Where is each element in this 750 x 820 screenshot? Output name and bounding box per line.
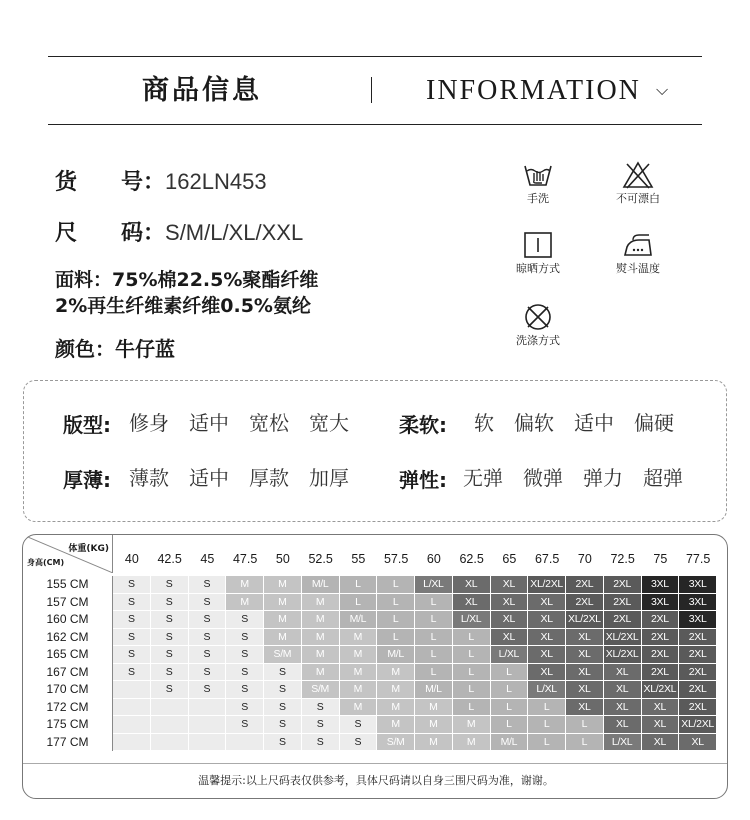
- care-no-dry-clean: [498, 302, 578, 348]
- size-cell: 2XL: [604, 594, 642, 612]
- size-cell: S: [189, 594, 227, 612]
- size-row: [23, 734, 717, 752]
- height-label: 177 CM: [23, 734, 113, 752]
- care-label-no-bleach: 不可漂白: [616, 192, 660, 205]
- weight-header: 65: [502, 552, 517, 566]
- size-cell: S: [302, 734, 340, 752]
- weight-header: 72.5: [610, 552, 635, 566]
- size-cell: L: [340, 576, 378, 594]
- height-label: 155 CM: [23, 576, 113, 594]
- attribute-fit: [63, 408, 369, 438]
- height-label: 157 CM: [23, 594, 113, 612]
- attribute-option-selected: 适中: [189, 408, 229, 438]
- care-label-no-dry-clean: 洗涤方式: [516, 334, 560, 347]
- size-cell: S: [226, 611, 264, 629]
- title-chinese: 商品信息: [142, 75, 262, 106]
- size-cell: S: [151, 594, 189, 612]
- attribute-option: 厚款: [249, 466, 289, 490]
- attributes-panel: [23, 380, 727, 522]
- title-english: INFORMATION: [426, 75, 641, 106]
- note-divider: [23, 763, 728, 764]
- size-cell: S: [226, 664, 264, 682]
- size-cell: S: [113, 594, 151, 612]
- size-cell: XL: [453, 594, 491, 612]
- weight-header: 47.5: [232, 552, 258, 566]
- weight-header: 55: [351, 552, 366, 566]
- size-cell: L: [491, 664, 529, 682]
- weight-header: 62.5: [459, 552, 484, 566]
- weight-header: 57.5: [383, 552, 409, 566]
- size-cell: M: [415, 734, 453, 752]
- size-row: [23, 681, 717, 699]
- height-label: 160 CM: [23, 611, 113, 629]
- size-cell: S: [226, 681, 264, 699]
- size-cell: S: [340, 734, 378, 752]
- size-cell: [189, 699, 227, 717]
- size-row: [23, 611, 717, 629]
- size-cell: XL/2XL: [679, 716, 717, 734]
- size-cell: S: [151, 576, 189, 594]
- size-grid: [23, 576, 717, 751]
- size-cell: M: [453, 716, 491, 734]
- size-cell: S: [151, 611, 189, 629]
- size-cell: L: [528, 734, 566, 752]
- no-bleach-icon: [621, 160, 655, 190]
- size-cell: XL/2XL: [642, 681, 680, 699]
- size-cell: L: [491, 699, 529, 717]
- size-cell: L/XL: [453, 611, 491, 629]
- size-cell: L: [566, 716, 604, 734]
- size-cell: L/XL: [604, 734, 642, 752]
- attribute-option: 偏硬: [634, 411, 674, 435]
- size-cell: S: [264, 716, 302, 734]
- size-cell: 3XL: [642, 576, 680, 594]
- size-cell: M: [340, 664, 378, 682]
- size-cell: S/M: [302, 681, 340, 699]
- weight-header: 52.5: [308, 552, 333, 566]
- care-iron: [598, 230, 678, 276]
- size-chart: [22, 534, 728, 799]
- size-cell: L: [415, 611, 453, 629]
- attribute-option-selected: 适中: [189, 463, 229, 493]
- size-cell: XL: [528, 611, 566, 629]
- size-row: [23, 646, 717, 664]
- size-cell: 2XL: [604, 576, 642, 594]
- size-cell: M: [340, 681, 378, 699]
- weight-header: 45: [200, 552, 215, 566]
- size-cell: XL: [604, 664, 642, 682]
- size-cell: L: [415, 664, 453, 682]
- attribute-label: 版型:: [63, 412, 111, 437]
- size-row: [23, 594, 717, 612]
- size-cell: XL: [528, 646, 566, 664]
- size-cell: S: [226, 629, 264, 647]
- size-cell: S: [302, 716, 340, 734]
- size-label: 尺 码：: [55, 221, 166, 246]
- size-cell: S: [113, 646, 151, 664]
- height-label: 165 CM: [23, 646, 113, 664]
- attribute-option: 弹力: [583, 466, 623, 490]
- size-cell: 2XL: [642, 664, 680, 682]
- size-cell: M: [377, 716, 415, 734]
- attribute-option: 薄款: [129, 466, 169, 490]
- size-cell: L: [491, 716, 529, 734]
- size-cell: M: [302, 611, 340, 629]
- chevron-down-icon: ⌵: [656, 80, 669, 99]
- size-cell: M: [377, 664, 415, 682]
- size-chart-corner: [23, 535, 113, 573]
- size-cell: M: [264, 594, 302, 612]
- size-cell: S: [189, 664, 227, 682]
- size-cell: XL: [491, 611, 529, 629]
- size-cell: 2XL: [642, 646, 680, 664]
- size-cell: XL: [528, 664, 566, 682]
- size-cell: M: [340, 699, 378, 717]
- attribute-option: 无弹: [463, 466, 503, 490]
- header-bottom-rule: [48, 124, 702, 125]
- size-cell: M: [302, 594, 340, 612]
- size-cell: [151, 716, 189, 734]
- size-cell: M: [226, 576, 264, 594]
- size-cell: L: [453, 664, 491, 682]
- fabric-line-1: 面料：75%棉22.5%聚酯纤维: [55, 269, 319, 291]
- size-cell: XL: [528, 594, 566, 612]
- weight-header: 42.5: [157, 552, 182, 566]
- size-cell: M: [302, 629, 340, 647]
- size-cell: M: [415, 716, 453, 734]
- attribute-option: 修身: [129, 411, 169, 435]
- item-number-label: 货 号：: [55, 170, 166, 195]
- size-chart-note: 温馨提示:以上尺码表仅供参考，具体尺码请以自身三围尺码为准，谢谢。: [198, 774, 554, 787]
- size-cell: L: [453, 646, 491, 664]
- size-cell: S: [113, 664, 151, 682]
- height-label: 172 CM: [23, 699, 113, 717]
- height-label: 167 CM: [23, 664, 113, 682]
- height-axis-label: 身高(CM): [27, 558, 65, 567]
- size-cell: 3XL: [679, 611, 717, 629]
- size-cell: [113, 699, 151, 717]
- size-cell: L: [340, 594, 378, 612]
- size-cell: M/L: [340, 611, 378, 629]
- size-cell: XL: [566, 629, 604, 647]
- size-cell: 2XL: [604, 611, 642, 629]
- size-cell: XL: [642, 716, 680, 734]
- weight-header: 40: [124, 552, 139, 566]
- size-cell: L: [453, 629, 491, 647]
- size-cell: [113, 681, 151, 699]
- color-label: 颜色：: [55, 337, 115, 361]
- size-cell: XL: [491, 629, 529, 647]
- size-cell: [151, 699, 189, 717]
- size-cell: [113, 734, 151, 752]
- color-row: [55, 335, 175, 363]
- size-cell: XL/2XL: [604, 629, 642, 647]
- weight-axis-label: 体重(KG): [68, 544, 109, 554]
- size-cell: 2XL: [679, 699, 717, 717]
- size-cell: S: [151, 681, 189, 699]
- size-row: [55, 219, 303, 248]
- size-cell: 2XL: [679, 681, 717, 699]
- attribute-option: 软: [474, 411, 494, 435]
- size-cell: 2XL: [679, 629, 717, 647]
- attribute-thickness: [63, 463, 369, 493]
- size-cell: S: [189, 646, 227, 664]
- title-separator: [371, 77, 372, 103]
- size-cell: M: [377, 699, 415, 717]
- care-hand-wash: [498, 160, 578, 206]
- size-cell: XL: [642, 699, 680, 717]
- weight-header: 67.5: [534, 552, 560, 566]
- size-cell: XL: [528, 629, 566, 647]
- care-label-iron: 熨斗温度: [616, 262, 660, 275]
- size-cell: L: [415, 594, 453, 612]
- weight-header: 75: [653, 552, 668, 566]
- size-cell: XL: [566, 664, 604, 682]
- size-row: [23, 664, 717, 682]
- size-cell: L/XL: [415, 576, 453, 594]
- size-cell: L: [415, 646, 453, 664]
- size-cell: XL/2XL: [528, 576, 566, 594]
- size-cell: 2XL: [642, 611, 680, 629]
- size-cell: 3XL: [679, 576, 717, 594]
- attribute-option: 加厚: [309, 466, 349, 490]
- size-cell: L: [377, 576, 415, 594]
- size-cell: L: [377, 611, 415, 629]
- size-cell: S: [151, 629, 189, 647]
- size-cell: S: [189, 629, 227, 647]
- size-cell: XL/2XL: [566, 611, 604, 629]
- size-cell: L: [566, 734, 604, 752]
- size-cell: M: [415, 699, 453, 717]
- size-cell: XL: [679, 734, 717, 752]
- size-cell: S: [264, 681, 302, 699]
- fabric-line-2: 2%再生纤维素纤维0.5%氨纶: [55, 295, 311, 317]
- care-label-line-dry: 晾晒方式: [516, 262, 560, 275]
- size-cell: 2XL: [566, 576, 604, 594]
- weight-header: 77.5: [685, 552, 711, 566]
- size-cell: 3XL: [642, 594, 680, 612]
- weight-header: 70: [577, 552, 592, 566]
- attribute-label: 弹性:: [399, 467, 447, 492]
- size-cell: M/L: [377, 646, 415, 664]
- size-row: [23, 629, 717, 647]
- size-cell: S: [113, 576, 151, 594]
- size-cell: XL: [491, 594, 529, 612]
- attribute-softness: [399, 408, 694, 438]
- size-cell: S: [264, 699, 302, 717]
- size-cell: L: [528, 699, 566, 717]
- size-cell: S: [340, 716, 378, 734]
- size-cell: M: [340, 646, 378, 664]
- size-cell: 2XL: [566, 594, 604, 612]
- size-cell: XL/2XL: [604, 646, 642, 664]
- size-cell: XL: [566, 699, 604, 717]
- size-cell: M/L: [415, 681, 453, 699]
- attribute-label: 柔软:: [399, 412, 447, 437]
- size-cell: S: [264, 664, 302, 682]
- size-cell: XL: [604, 699, 642, 717]
- size-cell: S: [226, 716, 264, 734]
- size-cell: S: [189, 611, 227, 629]
- size-cell: S/M: [264, 646, 302, 664]
- size-cell: L: [453, 681, 491, 699]
- size-cell: [226, 734, 264, 752]
- size-cell: M/L: [491, 734, 529, 752]
- size-cell: 3XL: [679, 594, 717, 612]
- weight-header: 60: [426, 552, 441, 566]
- size-cell: XL: [566, 646, 604, 664]
- weight-header-row: [113, 545, 717, 573]
- size-cell: S: [113, 611, 151, 629]
- size-cell: S: [226, 646, 264, 664]
- size-cell: S: [264, 734, 302, 752]
- size-cell: [189, 716, 227, 734]
- size-cell: M: [226, 594, 264, 612]
- attribute-option: 偏软: [514, 411, 554, 435]
- size-cell: S: [151, 646, 189, 664]
- height-label: 170 CM: [23, 681, 113, 699]
- size-cell: M: [302, 646, 340, 664]
- attribute-label: 厚薄:: [63, 467, 111, 492]
- size-row: [23, 576, 717, 594]
- header-top-rule: [48, 56, 702, 57]
- size-cell: S: [113, 629, 151, 647]
- attribute-option: 宽松: [249, 411, 289, 435]
- attribute-elasticity: [399, 463, 703, 493]
- weight-header: 50: [275, 552, 290, 566]
- size-cell: L: [415, 629, 453, 647]
- size-cell: 2XL: [642, 629, 680, 647]
- size-cell: L: [491, 681, 529, 699]
- size-cell: S: [151, 664, 189, 682]
- size-cell: [113, 716, 151, 734]
- size-cell: [189, 734, 227, 752]
- size-value: S/M/L/XL/XXL: [165, 220, 304, 245]
- size-cell: S: [226, 699, 264, 717]
- care-line-dry: [498, 230, 578, 276]
- size-cell: L/XL: [491, 646, 529, 664]
- size-cell: M: [264, 629, 302, 647]
- size-cell: XL: [604, 681, 642, 699]
- size-cell: XL: [642, 734, 680, 752]
- size-cell: L: [377, 594, 415, 612]
- size-row: [23, 716, 717, 734]
- height-label: 175 CM: [23, 716, 113, 734]
- size-cell: M/L: [302, 576, 340, 594]
- attribute-option-selected: 适中: [574, 408, 614, 438]
- size-cell: XL: [453, 576, 491, 594]
- no-dry-clean-icon: [521, 302, 555, 332]
- size-cell: 2XL: [679, 664, 717, 682]
- attribute-option: 宽大: [309, 411, 349, 435]
- size-cell: M: [377, 681, 415, 699]
- size-cell: S/M: [377, 734, 415, 752]
- care-no-bleach: [598, 160, 678, 206]
- line-dry-icon: [521, 230, 555, 260]
- size-cell: L/XL: [528, 681, 566, 699]
- care-label-hand-wash: 手洗: [527, 192, 549, 205]
- size-cell: S: [189, 681, 227, 699]
- size-cell: M: [453, 734, 491, 752]
- size-cell: [151, 734, 189, 752]
- size-cell: XL: [491, 576, 529, 594]
- iron-temperature-icon: [621, 230, 655, 260]
- attribute-option-selected: 微弹: [523, 463, 563, 493]
- size-cell: 2XL: [679, 646, 717, 664]
- size-cell: M: [264, 576, 302, 594]
- item-number-row: [55, 168, 267, 197]
- hand-wash-icon: [521, 160, 555, 190]
- item-number-value: 162LN453: [165, 169, 267, 194]
- size-cell: XL: [604, 716, 642, 734]
- size-cell: M: [340, 629, 378, 647]
- size-row: [23, 699, 717, 717]
- size-cell: L: [377, 629, 415, 647]
- size-cell: L: [453, 699, 491, 717]
- attribute-option: 超弹: [643, 466, 683, 490]
- size-cell: XL: [566, 681, 604, 699]
- color-value: 牛仔蓝: [115, 337, 175, 361]
- size-cell: L: [528, 716, 566, 734]
- size-cell: S: [302, 699, 340, 717]
- size-cell: M: [302, 664, 340, 682]
- size-cell: S: [189, 576, 227, 594]
- size-cell: M: [264, 611, 302, 629]
- height-label: 162 CM: [23, 629, 113, 647]
